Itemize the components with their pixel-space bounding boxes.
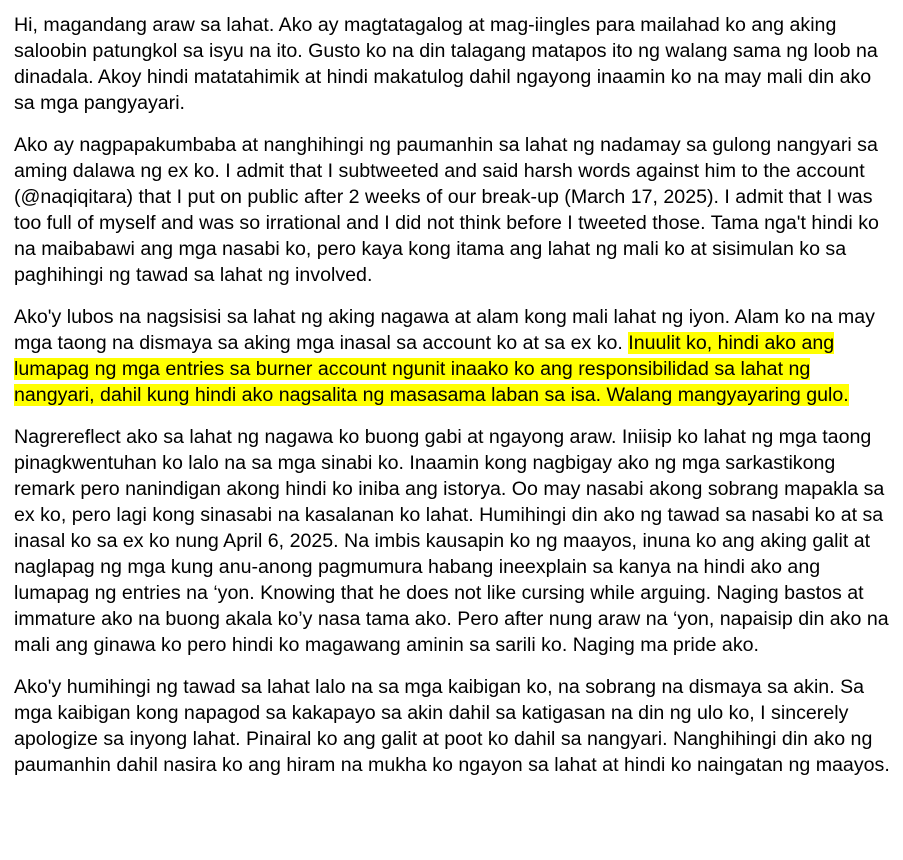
document-body (14, 12, 894, 794)
paragraph-text: Hi, magandang araw sa lahat. Ako ay magtatagalog at mag-iingles para mailahad ko ang aking saloobin patungkol sa isyu na ito. Gusto ko na din talagang matapos ito ng walang sama ng loob na dinadala. Akoy hindi matatahimik at hindi makatulog dahil ngayong inaamin ko na may mali din ako sa mga pangyayari. (14, 14, 878, 114)
paragraph-text: Nagrereflect ako sa lahat ng nagawa ko buong gabi at ngayong araw. Iniisip ko lahat ng mga taong pinagkwentuhan ko lalo na sa mga sinabi ko. Inaamin kong nagbigay ako ng mga sarkastikong remark pero nanindigan akong hindi ko iniba ang istorya. Oo may nasabi akong sobrang mapakla sa ex ko, pero lagi kong sinasabi na kasalanan ko lahat. Humihingi din ako ng tawad sa nasabi ko at sa inasal ko sa ex ko nung April 6, 2025. Na imbis kausapin ko ng maayos, inuna ko ang aking galit at naglapag ng mga kung anu-anong pagmumura habang ineexplain sa kanya na hindi ako ang lumapag ng entries na ‘yon. Knowing that he does not like cursing while arguing. Naging bastos at immature ako na buong akala ko’y nasa tama ako. Pero after nung araw na ‘yon, napaisip din ako na mali ang ginawa ko pero hindi ko magawang aminin sa sarili ko. Naging ma pride ako. (14, 426, 889, 656)
paragraph-friends (14, 674, 894, 778)
paragraph-reflection (14, 424, 894, 658)
paragraph-regret (14, 304, 894, 408)
paragraph-text: Ako ay nagpapakumbaba at nanghihingi ng paumanhin sa lahat ng nadamay sa gulong nangyari sa aming dalawa ng ex ko. I admit that I subtweeted and said harsh words against him to the account (@naqiqitara) that I put on public after 2 weeks of our break-up (March 17, 2025). I admit that I was too full of myself and was so irrational and I did not think before I tweeted those. Tama nga't hindi ko na maibabawi ang mga nasabi ko, pero kaya kong itama ang lahat ng mali ko at sisimulan ko sa paghihingi ng tawad sa lahat ng involved. (14, 134, 879, 286)
paragraph-text: Ako'y lubos na nagsisisi sa lahat ng aking nagawa at alam kong mali lahat ng iyon. Alam ko na may mga taong na dismaya sa aking mga inasal sa account ko at sa ex ko. (14, 306, 875, 354)
paragraph-text: Ako'y humihingi ng tawad sa lahat lalo na sa mga kaibigan ko, na sobrang na dismaya sa akin. Sa mga kaibigan kong napagod sa kakapayo sa akin dahil sa katigasan na din ng ulo ko, I sincerely apologize sa inyong lahat. Pinairal ko ang galit at poot ko dahil sa nangyari. Nanghihingi din ako ng paumanhin dahil nasira ko ang hiram na mukha ko ngayon sa lahat at hindi ko naingatan ng maayos. (14, 676, 890, 776)
paragraph-apology (14, 132, 894, 288)
highlighted-text: Inuulit ko, hindi ako ang lumapag ng mga entries sa burner account ngunit inaako ko ang responsibilidad sa lahat ng nangyari, dahil kung hindi ako nagsalita ng masasama laban sa isa. Walang mangyayaring gulo. (14, 332, 849, 406)
paragraph-greeting (14, 12, 894, 116)
